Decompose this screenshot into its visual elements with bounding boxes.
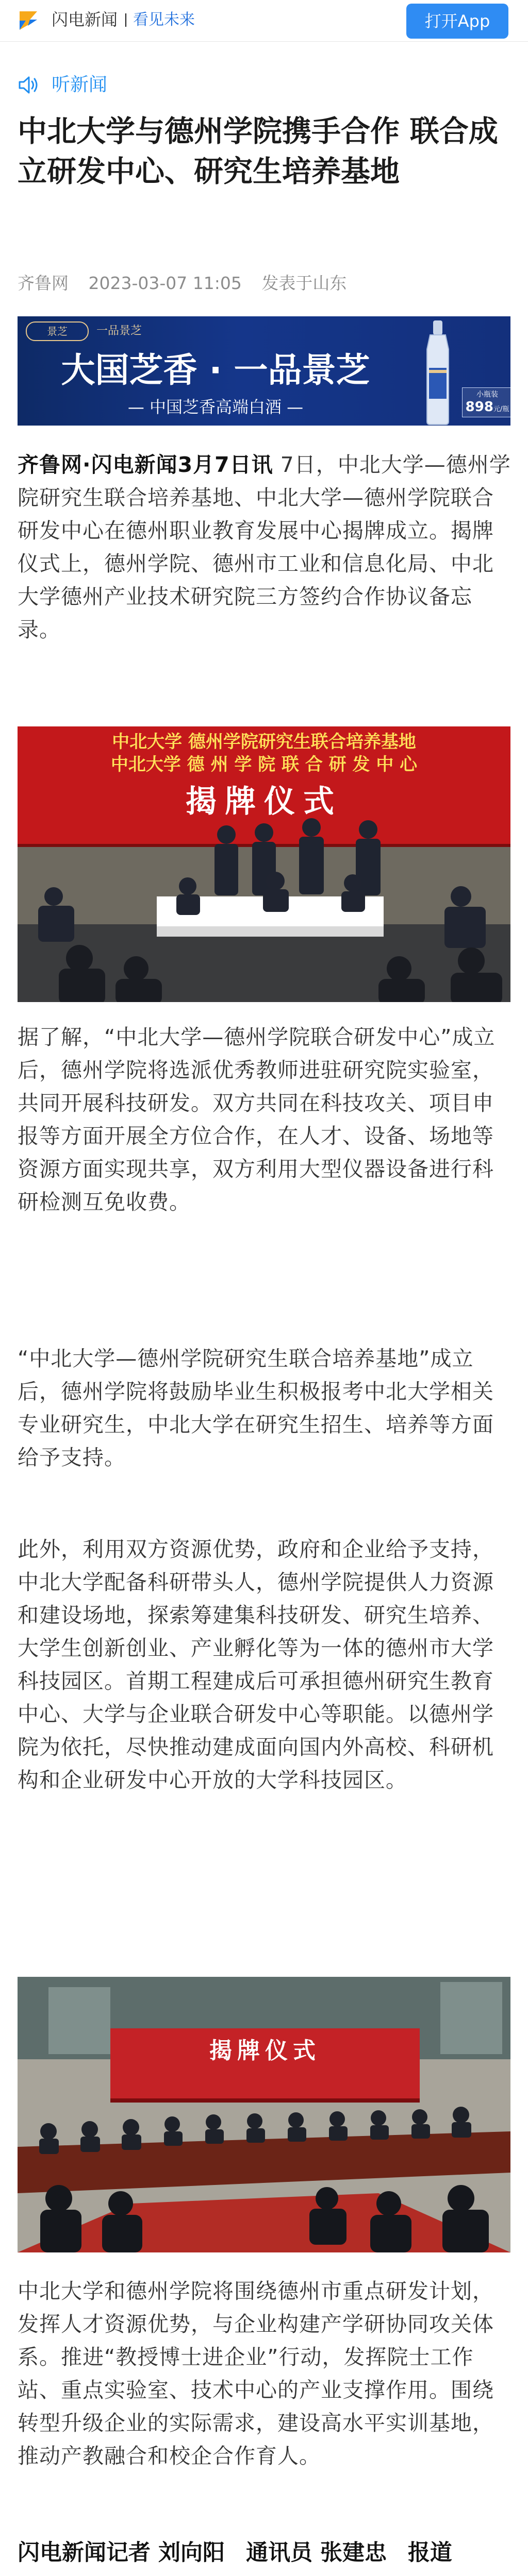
credit-suffix: 报道 — [407, 2540, 452, 2566]
ad-price-value: 898元/瓶 — [465, 399, 509, 415]
photo-meeting-scene — [18, 1977, 510, 2252]
article-datetime: 2023-03-07 11:05 — [88, 273, 242, 293]
ad-price-tag — [462, 387, 510, 417]
article-location: 发表于山东 — [261, 273, 347, 293]
brand-divider — [125, 13, 126, 27]
paragraph-text: “中北大学—德州学院研究生联合培养基地”成立后，德州学院将鼓励毕业生积极报考中北大学相关专业研究生，中北大学在研究生招生、培养等方面给予支持。 — [18, 1346, 494, 1470]
brand-slogan: 看见未来 — [133, 11, 195, 29]
ad-brand-text: 一品景芝 — [96, 325, 142, 337]
article-paragraph — [18, 448, 513, 646]
ad-logo-badge: 景芝 — [26, 321, 89, 341]
photo-banner-line1: 中北大学 德州学院研究生联合培养基地 — [112, 732, 416, 752]
top-app-bar — [0, 0, 528, 42]
photo-ceremony-caption: 揭牌仪式 — [186, 784, 342, 820]
article-photo — [18, 1977, 510, 2252]
liquor-bottle-icon — [415, 318, 461, 426]
lightning-logo-icon — [16, 8, 40, 32]
article-credits — [18, 2536, 513, 2569]
photo-ceremony-caption: 揭牌仪式 — [209, 2038, 321, 2064]
brand-name: 闪电新闻 — [52, 10, 118, 29]
dateline: 齐鲁网·闪电新闻3月7日讯 — [18, 452, 273, 477]
correspondent-credit: 通讯员 张建忠 — [245, 2540, 387, 2566]
article-paragraph — [18, 1533, 513, 1797]
ad-price-label: 小瓶装 — [476, 391, 498, 399]
article-photo — [18, 726, 510, 1002]
open-app-button[interactable]: 打开App — [406, 4, 508, 39]
ad-subline: — 中国芝香高端白酒 — — [127, 397, 304, 417]
paragraph-text: 中北大学和德州学院将围绕德州市重点研发计划，发挥人才资源优势，与企业构建产学研协同攻关体系。推进“教授博士进企业”行动，发挥院士工作站、重点实验室、技术中心的产业支撑作用。围绕转型升级企业的实际需求，建设高水平实训基地，推动产教融合和校企合作育人。 — [18, 2279, 494, 2468]
reporter-credit: 闪电新闻记者 刘向阳 — [18, 2540, 225, 2566]
article-paragraph — [18, 1342, 513, 1474]
article-title: 中北大学与德州学院携手合作 联合成立研发中心、研究生培养基地 — [18, 114, 498, 189]
article-meta — [18, 273, 513, 294]
paragraph-text: 7日，中北大学—德州学院研究生联合培养基地、中北大学—德州学院联合研发中心在德州职业教育发展中心揭牌成立。揭牌仪式上，德州学院、德州市工业和信息化局、中北大学德州产业技术研究院三方签约合作协议备忘录。 — [18, 452, 511, 642]
ad-headline: 大国芝香 · 一品景芝 — [61, 350, 370, 390]
listen-news-label: 听新闻 — [52, 74, 108, 95]
photo-banner-line2: 中北大学 德 州 学 院 联 合 研 发 中 心 — [110, 754, 418, 775]
ad-brand-line — [26, 321, 142, 341]
article-source: 齐鲁网 — [18, 273, 69, 293]
article-paragraph — [18, 2275, 513, 2472]
paragraph-text: 据了解，“中北大学—德州学院联合研发中心”成立后，德州学院将选派优秀教师进驻研究院实验室，共同开展科技研发。双方共同在科技攻关、项目申报等方面开展全方位合作，在人才、设备、场地等资源方面实现共享，双方利用大型仪器设备进行科研检测互免收费。 — [18, 1025, 496, 1214]
article-paragraph — [18, 1021, 513, 1218]
paragraph-text: 此外，利用双方资源优势，政府和企业给予支持，中北大学配备科研带头人，德州学院提供人力资源和建设场地，探索筹建集科技研发、研究生培养、大学生创新创业、产业孵化等为一体的德州市大学科技园区。首期工程建成后可承担德州研究生教育中心、大学与企业联合研发中心等职能。以德州学院为依托，尽快推动建成面向国内外高校、科研机构和企业研发中心开放的大学科技园区。 — [18, 1537, 494, 1792]
ad-banner[interactable] — [18, 316, 510, 426]
speaker-icon — [18, 75, 40, 95]
